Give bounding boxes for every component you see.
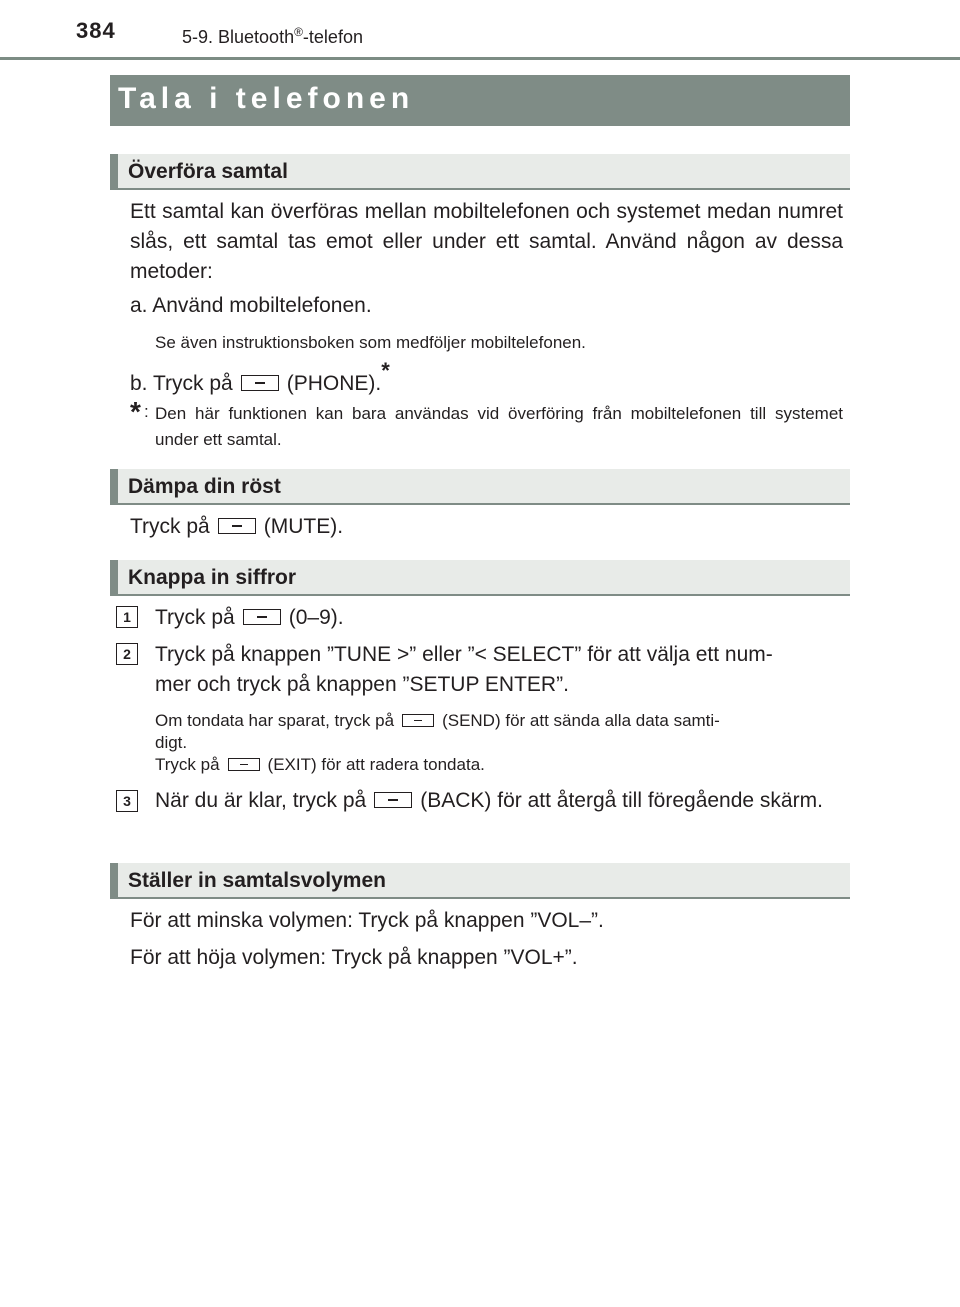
- header-rule: [0, 57, 960, 60]
- step2-line-2: mer och tryck på knappen ”SETUP ENTER”.: [155, 673, 569, 696]
- step1-post: (0–9).: [288, 606, 344, 629]
- page-number: 384: [76, 18, 116, 43]
- note-send: [155, 710, 843, 732]
- step3-pre: När du är klar, tryck på: [155, 789, 367, 812]
- digit-button-icon: [243, 609, 281, 625]
- transfer-option-a: a. Använd mobiltelefonen.: [130, 294, 372, 317]
- keypad-step-2: [155, 640, 845, 700]
- running-head-suffix: -telefon: [302, 27, 363, 47]
- note-exit-post: (EXIT) för att radera tondata.: [267, 755, 485, 774]
- note-exit-pre: Tryck på: [155, 755, 220, 774]
- send-button-icon: [402, 714, 434, 727]
- note-send-post: (SEND) för att sända alla data samti-: [442, 711, 720, 730]
- running-head: [182, 25, 363, 48]
- asterisk-mark: *: [381, 358, 390, 383]
- step-number-1: 1: [116, 606, 138, 628]
- transfer-option-a-note: Se även instruktionsboken som medföljer mobiltelefonen.: [155, 333, 586, 352]
- keypad-step-1: [155, 603, 344, 633]
- note-exit: [155, 754, 843, 776]
- back-button-icon: [374, 792, 412, 808]
- mute-pre: Tryck på: [130, 515, 210, 538]
- keypad-step-3: [155, 786, 845, 816]
- running-head-prefix: 5-9. Bluetooth: [182, 27, 295, 47]
- footnote-colon: :: [144, 402, 149, 421]
- section-heading-transfer: [110, 154, 850, 190]
- section-title-volume: Ställer in samtalsvolymen: [128, 869, 386, 892]
- exit-button-icon: [228, 758, 260, 771]
- step-number-2: 2: [116, 643, 138, 665]
- volume-increase: För att höja volymen: Tryck på knappen ”VOL+”.: [130, 946, 578, 969]
- transfer-intro: Ett samtal kan överföras mellan mobiltelefonen och systemet medan numret slås, ett samtal tas emot eller under ett samtal. Använd någon av dessa metoder:: [130, 200, 843, 283]
- option-b-pre: b. Tryck på: [130, 372, 233, 395]
- mute-text: [130, 512, 343, 542]
- option-b-post: (PHONE).: [286, 372, 382, 395]
- step-number-3: 3: [116, 790, 138, 812]
- section-title-transfer: Överföra samtal: [128, 160, 288, 183]
- registered-mark: ®: [294, 25, 303, 39]
- page-title: Tala i telefonen: [118, 82, 415, 115]
- transfer-footnote: Den här funktionen kan bara användas vid överföring från mobiltelefonen till systemet under ett samtal.: [155, 404, 843, 449]
- section-heading-mute: [110, 469, 850, 505]
- volume-decrease: För att minska volymen: Tryck på knappen ”VOL–”.: [130, 909, 604, 932]
- keypad-note: [155, 710, 843, 776]
- step2-line-1: Tryck på knappen ”TUNE >” eller ”< SELECT” för att välja ett num-: [155, 643, 773, 666]
- footnote-asterisk: *: [130, 396, 141, 427]
- mute-button-icon: [218, 518, 256, 534]
- step3-post: (BACK) för att återgå till föregående skärm.: [420, 789, 823, 812]
- section-heading-keypad: [110, 560, 850, 596]
- section-heading-volume: [110, 863, 850, 899]
- section-title-mute: Dämpa din röst: [128, 475, 281, 498]
- transfer-option-b: [130, 360, 390, 399]
- note-send-pre: Om tondata har sparat, tryck på: [155, 711, 395, 730]
- note-send-cont: digt.: [155, 733, 188, 752]
- step1-pre: Tryck på: [155, 606, 235, 629]
- phone-button-icon: [241, 375, 279, 391]
- mute-post: (MUTE).: [263, 515, 344, 538]
- section-title-keypad: Knappa in siffror: [128, 566, 297, 589]
